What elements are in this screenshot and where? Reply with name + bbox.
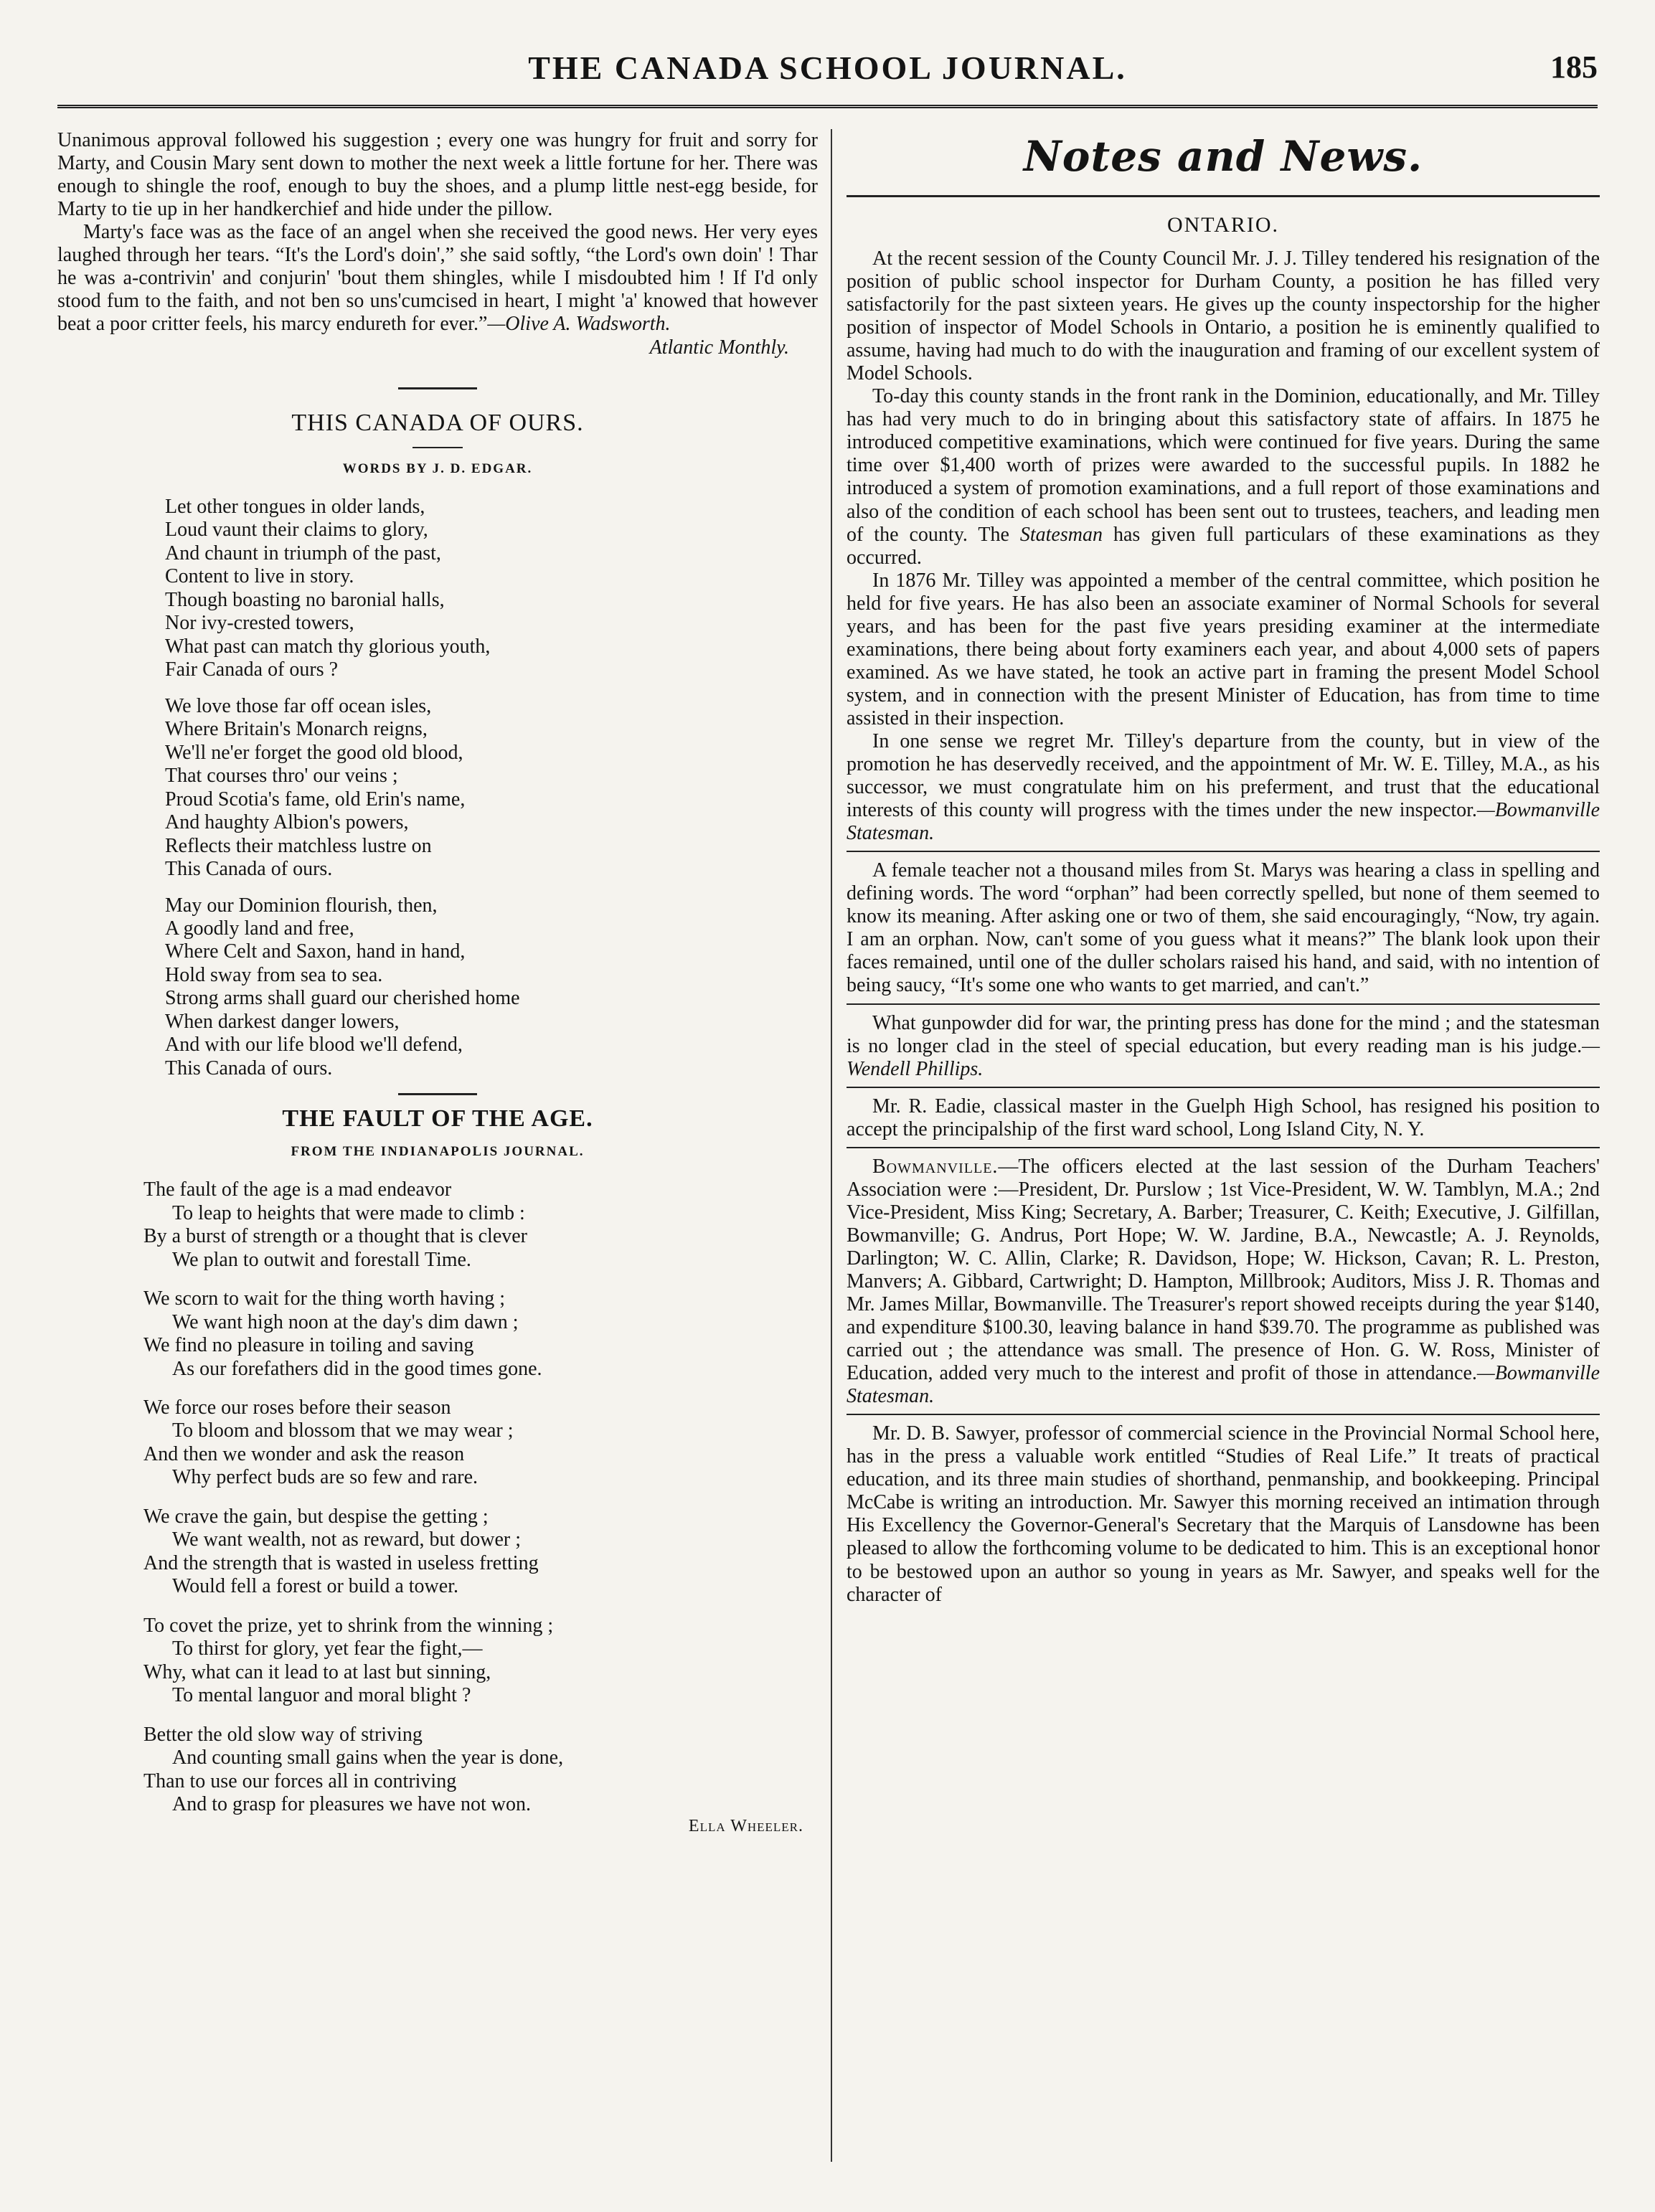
news-paragraph: Mr. D. B. Sawyer, professor of commercial science in the Provincial Normal School here, has in the press a valuable work entitled “Studies of Real Life.” It treats of practical education, and its three main studies of shorthand, penmanship, and bookkeeping. Principal McCabe is writing an introduction. Mr. Sawyer this morning received an intimation through His Excellency the Governor-General's Secretary that the Marquis of Lansdowne has been pleased to allow the forthcoming volume to be dedicated to him. This is an exceptional honor to be bestowed upon an author so young in years as Mr. Sawyer, and speaks well for the character of: [847, 1422, 1600, 1606]
poem-line: Reflects their matchless lustre on: [165, 834, 432, 857]
section-title: Notes and News.: [1023, 132, 1423, 181]
section-rule: [847, 195, 1600, 197]
news-text: To-day this county stands in the front rank in the Dominion, educationally, and Mr. Tilley has had very much to do in bringing about this satisfactory state of affairs. In 1875 he introduced competitive examinations, which were continued for five years. During the same time over $1,400 worth of prizes were awarded to the successful pupils. In 1882 he introduced a system of promotion examinations, and a full report of those examinations and also of the condition of each school has been sent out to trustees, teachers, and leading men of the county. The: [847, 385, 1600, 546]
poem-line: And haughty Albion's powers,: [165, 811, 409, 834]
poem-line: Fair Canada of ours ?: [165, 658, 339, 681]
poem-line: Would fell a forest or build a tower.: [172, 1575, 458, 1598]
poem-stanza: [143, 1287, 818, 1381]
region-heading: ONTARIO.: [1166, 213, 1280, 237]
poem-line: This Canada of ours.: [165, 858, 333, 881]
poem-line: Than to use our forces all in contriving: [143, 1769, 457, 1792]
header-rule: [57, 105, 1598, 113]
poem-line: And counting small gains when the year is done,: [172, 1747, 564, 1769]
poem-line: We love those far off ocean isles,: [165, 694, 432, 717]
poem-line: To bloom and blossom that we may wear ;: [172, 1419, 514, 1442]
news-source: —Bowmanville Statesman.: [847, 1362, 1600, 1408]
poem-line: As our forefathers did in the good times gone.: [172, 1357, 542, 1380]
poem-line: Though boasting no baronial halls,: [165, 588, 445, 611]
poem-line: To leap to heights that were made to climb :: [172, 1201, 525, 1224]
news-paragraph: A female teacher not a thousand miles from St. Marys was hearing a class in spelling and defining words. The word “orphan” had been correctly spelled, but none of them seemed to know its meaning. After asking one or two of them, she said encouragingly, “Now, try again. I am an orphan. Now, can't some of you guess what it means?” The blank look upon their faces remained, until one of the duller scholars raised his hand, and said, with no intention of being saucy, “It's some one who wants to get married, and can't.”: [847, 859, 1600, 997]
poem-line: Hold sway from sea to sea.: [165, 963, 383, 986]
poem-line: Where Celt and Saxon, hand in hand,: [165, 940, 466, 963]
running-head: [57, 43, 1598, 115]
news-italic: Statesman: [1019, 523, 1103, 546]
story-paragraph: Unanimous approval followed his suggestion ; every one was hungry for fruit and sorry for Marty, and Cousin Mary sent down to mother the next week a little fortune for her. There was enough to shingle the roof, enough to buy the shoes, and a plump little nest-egg beside, for Marty to tie up in her handkerchief and hide under the pillow.: [57, 129, 818, 221]
poem-line: And then we wonder and ask the reason: [143, 1442, 465, 1465]
poem-line: To thirst for glory, yet fear the fight,—: [172, 1637, 483, 1660]
poem-line: We force our roses before their season: [143, 1396, 451, 1419]
poem-author: Ella Wheeler.: [688, 1816, 803, 1835]
story-paragraph: [57, 221, 818, 336]
poem-line: We scorn to wait for the thing worth having ;: [143, 1287, 505, 1310]
poem-stanza: [143, 1506, 818, 1599]
story-author: —Olive A. Wadsworth.: [487, 313, 671, 336]
poem-line: Nor ivy-crested towers,: [165, 612, 354, 635]
news-paragraph: [847, 385, 1600, 569]
separator-rule: [398, 1093, 477, 1095]
story-paragraph-text: Marty's face was as the face of an angel when she received the good news. Her very eyes laughed through her tears. “It's the Lord's doin',” she said softly, “the Lord's own doin' ! Thar he was a-contrivin' and conjurin' 'bout them shingles, while I misdoubted him ! If I'd only stood fum to the faith, and not ben so uns'cumcised in heart, I might 'a' knowed that however beat a poor critter feels, his marcy endureth for ever.”: [57, 221, 818, 336]
news-source: —Bowmanville Statesman.: [847, 799, 1600, 845]
poem-line: Loud vaunt their claims to glory,: [165, 519, 428, 542]
news-paragraph: Mr. R. Eadie, classical master in the Guelph High School, has resigned his position to accept the principalship of the first ward school, Long Island City, N. Y.: [847, 1095, 1600, 1140]
news-text: has given full particulars of these examinations as they occurred.: [847, 523, 1600, 569]
news-paragraph: [847, 1155, 1600, 1409]
poem-line: We crave the gain, but despise the getting ;: [143, 1505, 489, 1528]
news-paragraph: [847, 730, 1600, 845]
poem-line: Why perfect buds are so few and rare.: [172, 1466, 478, 1489]
story-source: Atlantic Monthly.: [649, 336, 789, 359]
poem-line: We'll ne'er forget the good old blood,: [165, 741, 463, 764]
poem-stanza: [143, 1615, 818, 1708]
news-text: What gunpowder did for war, the printing press has done for the mind ; and the statesman is no longer clad in the steel of special education, but every reading man is his judge.: [847, 1011, 1600, 1057]
poem-stanza: [165, 695, 818, 882]
poem-line: This Canada of ours.: [165, 1057, 333, 1079]
poem-line: We want high noon at the day's dim dawn ;: [172, 1310, 519, 1333]
poem-line: Where Britain's Monarch reigns,: [165, 718, 428, 741]
separator-rule: [412, 447, 463, 448]
poem-line: And with our life blood we'll defend,: [165, 1034, 463, 1057]
poem-line: And the strength that is wasted in useless fretting: [143, 1551, 539, 1574]
poem-stanza: [165, 894, 818, 1081]
news-source: —Wendell Phillips.: [847, 1034, 1600, 1080]
poem-line: When darkest danger lowers,: [165, 1010, 400, 1033]
poem-line: What past can match thy glorious youth,: [165, 635, 491, 658]
poem-stanza: [165, 496, 818, 682]
poem-byline: WORDS BY J. D. EDGAR.: [342, 461, 533, 477]
news-lead: Bowmanville.: [872, 1155, 999, 1178]
poem-line: Why, what can it lead to at last but sinning,: [143, 1660, 491, 1683]
item-rule: [847, 1147, 1600, 1148]
column-divider: [831, 129, 832, 2162]
news-paragraph: [847, 1012, 1600, 1081]
news-text: —The officers elected at the last session of the Durham Teachers' Association were :—President, Dr. Purslow ; 1st Vice-President, W. W. Tamblyn, M.A.; 2nd Vice-President, Miss King; Secretary, A. Barber; Treasurer, C. Keith; Executive, J. Gilfillan, Bowmanville; G. Andrus, Port Hope; W. W. Jardine, B.A., Newcastle; A. J. Reynolds, Darlington; W. C. Allin, Clarke; R. Davidson, Hope; W. Hickson, Cavan; R. L. Preston, Manvers; A. Gibbard, Cartwright; D. Hampton, Millbrook; Auditors, Miss J. R. Thomas and Mr. James Millar, Bowmanville. The Treasurer's report showed receipts during the year $140, and expenditure $100.30, leaving balance in hand $39.70. The programme as published was carried out ; the attendance was small. The presence of Hon. G. W. Ross, Minister of Education, added very much to the interest and profit of those in attendance.: [847, 1155, 1600, 1385]
poem-line: That courses thro' our veins ;: [165, 765, 398, 788]
poem-stanza: [143, 1396, 818, 1490]
separator-rule: [398, 387, 477, 389]
poem-line: And to grasp for pleasures we have not won.: [172, 1793, 531, 1816]
poem-title: THE FAULT OF THE AGE.: [282, 1105, 593, 1133]
poem-line: Proud Scotia's fame, old Erin's name,: [165, 788, 466, 810]
poem-stanza: [143, 1724, 818, 1817]
left-column: [57, 129, 818, 2169]
poem-line: We want wealth, not as reward, but dower ;: [172, 1528, 522, 1551]
item-rule: [847, 1003, 1600, 1005]
poem-line: May our Dominion flourish, then,: [165, 894, 438, 917]
poem-line: Strong arms shall guard our cherished home: [165, 987, 520, 1010]
poem-line: And chaunt in triumph of the past,: [165, 542, 441, 564]
item-rule: [847, 1087, 1600, 1088]
page-number: 185: [1550, 49, 1598, 85]
poem-line: We find no pleasure in toiling and saving: [143, 1334, 474, 1357]
item-rule: [847, 851, 1600, 852]
poem-line: Let other tongues in older lands,: [165, 496, 425, 519]
news-paragraph: At the recent session of the County Council Mr. J. J. Tilley tendered his resignation of the position of public school inspector for Durham County, a position he has filled very satisfactorily for the past sixteen years. He gives up the county inspectorship for the higher position of inspector of Model Schools in Ontario, a position he is eminently qualified to assume, having had much to do with the inauguration and framing of our excellent system of Model Schools.: [847, 247, 1600, 385]
poem-line: The fault of the age is a mad endeavor: [143, 1178, 452, 1201]
poem-line: By a burst of strength or a thought that is clever: [143, 1225, 527, 1248]
poem-line: To mental languor and moral blight ?: [172, 1684, 471, 1707]
poem-line: We plan to outwit and forestall Time.: [172, 1248, 471, 1271]
poem-line: Better the old slow way of striving: [143, 1723, 423, 1746]
poem-line: Content to live in story.: [165, 565, 354, 588]
poem-line: A goodly land and free,: [165, 917, 354, 940]
right-column: [847, 129, 1600, 2169]
item-rule: [847, 1414, 1600, 1415]
poem-title: THIS CANADA OF OURS.: [291, 410, 584, 437]
news-paragraph: In 1876 Mr. Tilley was appointed a member of the central committee, which position he held for five years. He has also been an associate examiner of Normal Schools for several years, and has been for the past five years presiding examiner at the intermediate examinations, there being about forty examiners each year, and about 4,000 sets of papers examined. As we have stated, he took an active part in framing the present Model School system, and in connection with the present Minister of Education, has from time to time assisted in their inspection.: [847, 569, 1600, 729]
journal-title: THE CANADA SCHOOL JOURNAL.: [528, 49, 1127, 86]
poem-byline: FROM THE INDIANAPOLIS JOURNAL.: [291, 1144, 585, 1160]
poem-line: To covet the prize, yet to shrink from the winning ;: [143, 1614, 554, 1637]
poem-stanza: [143, 1178, 818, 1272]
news-text: In one sense we regret Mr. Tilley's departure from the county, but in view of the promotion he has deservedly received, and the appointment of Mr. W. E. Tilley, M.A., as his successor, we must congratulate him on his preferment, and trust that the educational interests of this county will progress with the times under the new inspector.: [847, 729, 1600, 822]
